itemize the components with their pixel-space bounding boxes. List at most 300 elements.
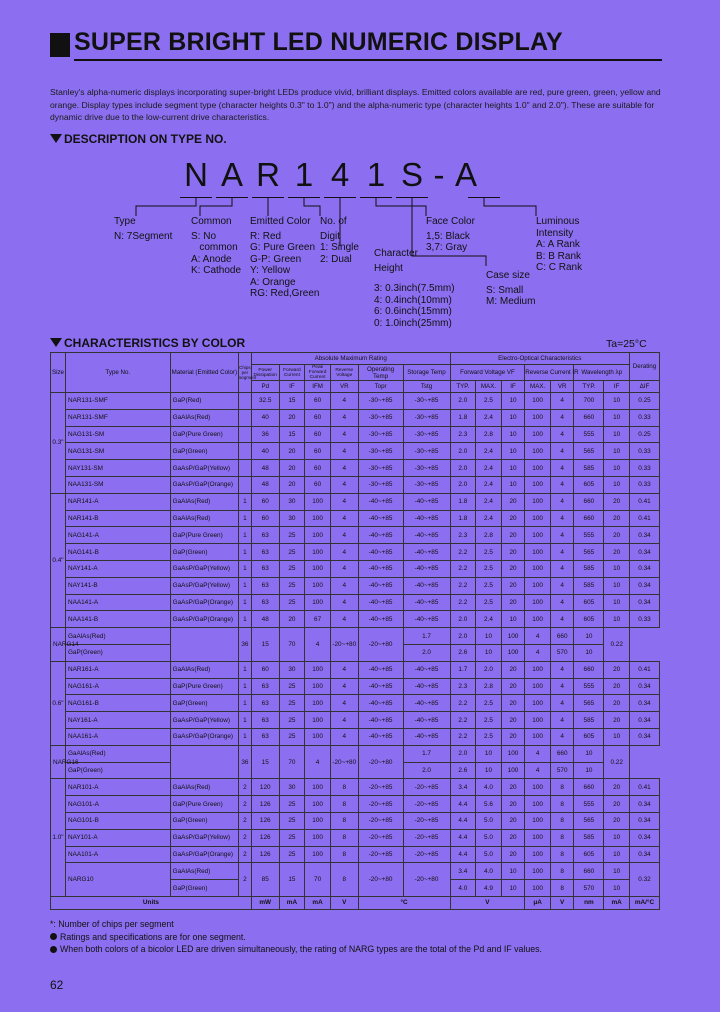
table-cell: 10	[476, 628, 502, 645]
table-cell: 20	[501, 560, 525, 577]
table-cell: 2.2	[450, 695, 476, 712]
table-cell: 660	[574, 779, 604, 796]
table-cell	[170, 745, 238, 779]
table-cell: -40~+85	[358, 712, 403, 729]
pn-char: A	[220, 156, 243, 193]
table-cell: 2.0	[450, 443, 476, 460]
table-cell: 4.4	[450, 812, 476, 829]
table-cell	[239, 409, 252, 426]
cell-material: GaAsP/GaP(Orange)	[170, 594, 238, 611]
label-case-size	[486, 270, 535, 308]
cell-type-no: NARG16	[51, 745, 66, 779]
label-digits	[320, 216, 359, 265]
th-vr2: VR	[550, 381, 574, 393]
table-cell: 100	[525, 510, 551, 527]
cell-material: GaAsP/GaP(Yellow)	[170, 577, 238, 594]
cell-material: GaP(Pure Green)	[170, 678, 238, 695]
units-cell: V	[330, 896, 358, 909]
cell-type-no: NAY161-A	[65, 712, 170, 729]
table-cell: 2.3	[450, 426, 476, 443]
table-cell: 0.22	[604, 745, 630, 779]
pn-char: 1	[294, 156, 314, 193]
table-cell: 60	[305, 476, 331, 493]
table-cell: 100	[525, 880, 551, 897]
table-cell: 2.4	[476, 443, 502, 460]
table-row	[51, 863, 660, 880]
table-cell: 2.2	[450, 712, 476, 729]
label-emitted-line: A: Orange	[250, 276, 296, 288]
table-cell: 1	[239, 728, 252, 745]
table-cell: 126	[251, 812, 279, 829]
cell-material: GaAsP/GaP(Orange)	[170, 728, 238, 745]
table-cell: 0.33	[629, 460, 659, 477]
table-row	[51, 544, 660, 561]
characteristics-table	[50, 352, 660, 910]
table-cell: 20	[279, 443, 305, 460]
table-cell: -40~+85	[403, 728, 450, 745]
th-size: Size	[51, 353, 66, 393]
table-cell: 100	[525, 544, 551, 561]
table-cell: 565	[574, 443, 604, 460]
table-cell: 63	[251, 695, 279, 712]
table-cell: 63	[251, 527, 279, 544]
table-cell: 570	[574, 880, 604, 897]
th-max: MAX.	[476, 381, 502, 393]
table-cell: 4	[550, 476, 574, 493]
table-cell: 15	[279, 393, 305, 410]
table-cell: 4	[330, 510, 358, 527]
table-cell: 1	[239, 678, 252, 695]
table-cell: 8	[550, 863, 574, 880]
table-cell: -40~+85	[403, 611, 450, 628]
table-cell: -40~+85	[403, 544, 450, 561]
cell-type-no: NAR161-A	[65, 661, 170, 678]
table-cell: -20~+80	[330, 628, 358, 662]
cell-material: GaP(Green)	[170, 695, 238, 712]
table-cell: 605	[574, 846, 604, 863]
table-cell: 100	[305, 661, 331, 678]
table-cell: 1	[239, 560, 252, 577]
th-topr: Topr	[358, 381, 403, 393]
table-cell: 0.32	[629, 863, 659, 897]
table-cell: 2.5	[476, 712, 502, 729]
table-cell: 1	[239, 577, 252, 594]
table-cell: 10	[501, 460, 525, 477]
table-cell: 20	[604, 493, 630, 510]
table-cell: 4	[550, 426, 574, 443]
table-cell: 0.41	[629, 779, 659, 796]
table-cell: 10	[604, 846, 630, 863]
cell-material: GaP(Red)	[170, 393, 238, 410]
table-cell: 2.4	[476, 409, 502, 426]
table-cell: 10	[604, 863, 630, 880]
table-cell: -40~+85	[403, 560, 450, 577]
table-cell: 100	[305, 560, 331, 577]
table-cell: 100	[305, 510, 331, 527]
label-height-line: 0: 1.0inch(25mm)	[374, 317, 452, 329]
table-cell: -40~+85	[403, 661, 450, 678]
cell-type-no: NARG14	[51, 628, 66, 662]
table-cell: 2.5	[476, 577, 502, 594]
table-cell: -40~+85	[403, 527, 450, 544]
table-cell: 10	[476, 644, 502, 661]
cell-type-no: NAG131-SM	[65, 426, 170, 443]
label-emitted-color	[250, 216, 319, 300]
th-peak: Peak Forward Current	[305, 365, 331, 381]
cell-type-no: NAR141-A	[65, 493, 170, 510]
cell-size: 0.6"	[51, 661, 66, 745]
table-cell: 4	[330, 560, 358, 577]
table-cell: 605	[574, 611, 604, 628]
table-cell: 4	[550, 560, 574, 577]
page-number: 62	[50, 978, 64, 992]
table-cell: 10	[501, 426, 525, 443]
table-cell: 100	[305, 527, 331, 544]
label-luminous-line: B: B Rank	[536, 250, 582, 262]
label-digits-line: 2: Dual	[320, 253, 352, 265]
characteristics-heading	[50, 336, 245, 350]
table-cell: 605	[574, 728, 604, 745]
table-cell: 2.5	[476, 695, 502, 712]
table-cell: 4	[550, 544, 574, 561]
cell-type-no: NAY131-SM	[65, 460, 170, 477]
table-cell: -40~+85	[358, 728, 403, 745]
cell-type-no: NAG141-B	[65, 544, 170, 561]
table-cell: 20	[604, 812, 630, 829]
th-pd: Pd	[251, 381, 279, 393]
table-cell: 20	[501, 779, 525, 796]
th-reverse-v: Reverse Voltage	[330, 365, 358, 381]
table-cell: 1.7	[403, 745, 450, 762]
table-cell: 1	[239, 510, 252, 527]
table-row	[51, 594, 660, 611]
table-cell: 25	[279, 728, 305, 745]
table-cell: 100	[501, 762, 525, 779]
table-row	[51, 846, 660, 863]
table-cell: 100	[305, 594, 331, 611]
cell-material: GaAlAs(Red)	[170, 863, 238, 880]
table-cell: 2.4	[476, 510, 502, 527]
label-height-line: 6: 0.6inch(15mm)	[374, 306, 452, 317]
table-cell: 100	[305, 678, 331, 695]
units-cell: mA	[279, 896, 305, 909]
table-cell: 63	[251, 560, 279, 577]
cell-material: GaP(Pure Green)	[170, 796, 238, 813]
table-cell: 8	[550, 829, 574, 846]
table-row	[51, 443, 660, 460]
table-cell: 8	[330, 796, 358, 813]
table-cell: 67	[305, 611, 331, 628]
table-cell: 70	[305, 863, 331, 897]
table-cell: 4	[330, 393, 358, 410]
table-cell: 25	[279, 544, 305, 561]
th-rev-current: Reverse Current IR	[525, 365, 574, 381]
table-cell: 100	[525, 812, 551, 829]
table-cell: 100	[525, 443, 551, 460]
table-cell: 20	[501, 493, 525, 510]
table-row	[51, 812, 660, 829]
cell-material: GaAlAs(Red)	[170, 510, 238, 527]
table-cell: 0.34	[629, 695, 659, 712]
table-cell: 2.0	[450, 628, 476, 645]
table-cell: 100	[525, 594, 551, 611]
table-cell: 0.25	[629, 393, 659, 410]
table-cell: -30~+85	[403, 426, 450, 443]
table-cell: 4	[550, 695, 574, 712]
cell-type-no: NAA141-A	[65, 594, 170, 611]
table-cell: 2.6	[450, 762, 476, 779]
table-cell: 10	[501, 393, 525, 410]
cell-material: GaAlAs(Red)	[170, 661, 238, 678]
pn-char: 4	[330, 156, 350, 193]
table-cell: 20	[501, 544, 525, 561]
cell-type-no: NAA161-A	[65, 728, 170, 745]
table-cell: 100	[525, 779, 551, 796]
table-cell: 126	[251, 796, 279, 813]
table-cell: 4	[330, 426, 358, 443]
table-cell: -20~+80	[358, 745, 403, 779]
table-cell: 2	[239, 863, 252, 897]
cell-material: GaP(Green)	[65, 762, 170, 779]
table-cell: 2.0	[403, 644, 450, 661]
table-cell: 100	[305, 812, 331, 829]
table-cell: 0.34	[629, 829, 659, 846]
label-common-line: A: Anode	[191, 253, 232, 265]
table-cell: 4	[550, 594, 574, 611]
table-cell: 48	[251, 476, 279, 493]
cell-size: 0.3"	[51, 393, 66, 494]
table-cell: 585	[574, 577, 604, 594]
label-case-line: S: Small	[486, 284, 524, 296]
table-cell: 2.5	[476, 393, 502, 410]
table-row	[51, 409, 660, 426]
table-cell: 10	[604, 880, 630, 897]
table-cell: 10	[604, 577, 630, 594]
table-row	[51, 476, 660, 493]
table-cell: 25	[279, 812, 305, 829]
table-cell: 40	[251, 409, 279, 426]
table-cell: 20	[604, 661, 630, 678]
table-row	[51, 712, 660, 729]
table-cell	[239, 426, 252, 443]
table-row	[51, 611, 660, 628]
table-body	[51, 393, 660, 910]
th-vr: VR	[330, 381, 358, 393]
table-cell: 4	[330, 712, 358, 729]
cell-type-no: NAY101-A	[65, 829, 170, 846]
cell-material: GaP(Pure Green)	[170, 527, 238, 544]
table-cell: 4	[525, 628, 551, 645]
table-cell: 4	[525, 644, 551, 661]
table-cell: 36	[251, 426, 279, 443]
table-cell: 0.41	[629, 510, 659, 527]
table-cell: -20~+85	[403, 829, 450, 846]
table-cell: 4	[330, 476, 358, 493]
table-cell: 100	[305, 544, 331, 561]
table-cell: 4	[550, 661, 574, 678]
table-cell: 4	[330, 577, 358, 594]
cell-material: GaAsP/GaP(Yellow)	[170, 460, 238, 477]
cell-material: GaAsP/GaP(Yellow)	[170, 829, 238, 846]
label-emitted-line: R: Red	[250, 230, 282, 242]
table-cell: 8	[550, 779, 574, 796]
label-type-line: N: 7Segment	[114, 230, 173, 242]
table-cell: 2	[239, 812, 252, 829]
cell-type-no: NAR131-SMF	[65, 393, 170, 410]
part-number	[178, 156, 484, 194]
table-cell: 10	[604, 560, 630, 577]
table-cell: 3.4	[450, 863, 476, 880]
table-cell: -20~+85	[403, 846, 450, 863]
triangle-down-icon	[50, 134, 62, 143]
th-chips: Chips per segment	[239, 353, 252, 393]
table-cell: 4	[550, 409, 574, 426]
table-cell: 100	[525, 460, 551, 477]
table-cell: -30~+85	[403, 409, 450, 426]
th-electro: Electro-Optical Characteristics	[450, 353, 629, 365]
table-row	[51, 661, 660, 678]
table-cell	[239, 393, 252, 410]
table-cell: 60	[251, 493, 279, 510]
table-cell: 100	[305, 829, 331, 846]
table-cell: -20~+85	[403, 779, 450, 796]
cell-type-no: NARG10	[65, 863, 170, 897]
table-cell: 25	[279, 560, 305, 577]
pn-char: A	[454, 156, 477, 193]
label-face-line: 1,5: Black	[426, 230, 470, 242]
table-cell: 2.0	[450, 611, 476, 628]
table-cell	[239, 476, 252, 493]
table-cell: 8	[330, 863, 358, 897]
description-heading	[50, 132, 227, 146]
table-cell: 1.8	[450, 510, 476, 527]
th-forward: Forward Current	[279, 365, 305, 381]
table-cell: 2.2	[450, 594, 476, 611]
table-row	[51, 460, 660, 477]
table-cell: 10	[574, 745, 604, 762]
table-cell: 63	[251, 577, 279, 594]
table-row	[51, 728, 660, 745]
label-luminous-line: Intensity	[536, 227, 574, 239]
table-cell: -20~+80	[330, 745, 358, 779]
table-cell: 8	[550, 796, 574, 813]
table-cell: 1.8	[450, 409, 476, 426]
table-cell: 126	[251, 846, 279, 863]
table-cell: 10	[501, 443, 525, 460]
table-row	[51, 678, 660, 695]
table-cell: 100	[305, 796, 331, 813]
table-cell: 1.8	[450, 493, 476, 510]
cell-material: GaAlAs(Red)	[170, 409, 238, 426]
table-cell: -20~+85	[358, 779, 403, 796]
table-cell: 60	[305, 393, 331, 410]
table-cell: 10	[604, 460, 630, 477]
table-cell: 15	[279, 426, 305, 443]
table-cell: 4	[330, 594, 358, 611]
cell-material: GaAsP/GaP(Yellow)	[170, 560, 238, 577]
cell-material: GaAlAs(Red)	[65, 745, 170, 762]
table-row	[51, 510, 660, 527]
table-cell: 2	[239, 796, 252, 813]
table-cell: 100	[525, 409, 551, 426]
table-row	[51, 527, 660, 544]
table-cell: 25	[279, 594, 305, 611]
table-cell: 20	[604, 712, 630, 729]
table-cell: 2.5	[476, 594, 502, 611]
table-cell: 60	[305, 460, 331, 477]
table-cell: -30~+85	[358, 393, 403, 410]
table-cell: 0.34	[629, 577, 659, 594]
table-cell: 100	[525, 661, 551, 678]
table-cell: 20	[501, 594, 525, 611]
table-cell: 100	[525, 829, 551, 846]
table-cell: -40~+85	[403, 678, 450, 695]
table-cell: 15	[279, 863, 305, 897]
table-cell: 10	[574, 628, 604, 645]
table-cell: 660	[574, 493, 604, 510]
table-cell: 25	[279, 527, 305, 544]
table-cell: 1	[239, 661, 252, 678]
table-cell: 10	[501, 880, 525, 897]
table-cell: -40~+85	[358, 661, 403, 678]
cell-material: GaAsP/GaP(Orange)	[170, 611, 238, 628]
table-cell: 20	[604, 695, 630, 712]
table-cell: -20~+85	[358, 812, 403, 829]
table-cell: 20	[279, 409, 305, 426]
table-cell: 10	[476, 762, 502, 779]
table-cell: 20	[501, 527, 525, 544]
cell-size: 1.0"	[51, 779, 66, 897]
label-common-line: common	[191, 242, 238, 253]
table-cell: 100	[525, 846, 551, 863]
table-cell: 4.0	[476, 863, 502, 880]
table-cell: 8	[330, 812, 358, 829]
units-cell: mA/°C	[629, 896, 659, 909]
label-height-line: 4: 0.4inch(10mm)	[374, 294, 452, 306]
table-cell: 8	[550, 880, 574, 897]
table-cell: 20	[501, 812, 525, 829]
table-cell: 4	[305, 745, 331, 779]
label-digits-line: 1: Single	[320, 242, 359, 253]
table-cell: 100	[501, 644, 525, 661]
table-cell: 1.7	[403, 628, 450, 645]
table-cell	[239, 460, 252, 477]
table-cell: -30~+85	[358, 409, 403, 426]
table-cell: -30~+85	[403, 460, 450, 477]
table-row	[51, 829, 660, 846]
table-cell: 585	[574, 829, 604, 846]
table-cell: 0.34	[629, 544, 659, 561]
table-cell: 25	[279, 796, 305, 813]
table-cell: 2.0	[450, 460, 476, 477]
table-cell: 30	[279, 493, 305, 510]
table-row	[51, 779, 660, 796]
table-cell: 100	[525, 493, 551, 510]
table-cell: 40	[251, 443, 279, 460]
table-cell: 20	[604, 544, 630, 561]
table-cell: -40~+85	[403, 577, 450, 594]
table-cell: -20~+80	[358, 628, 403, 662]
cell-type-no: NAY141-A	[65, 560, 170, 577]
table-cell: 555	[574, 527, 604, 544]
table-cell: 48	[251, 460, 279, 477]
th-material: Material (Emitted Color)	[170, 353, 238, 393]
pn-char: 1	[366, 156, 386, 193]
pn-char: -	[433, 156, 445, 193]
triangle-down-icon	[50, 338, 62, 347]
table-cell: 2.2	[450, 560, 476, 577]
table-cell: 20	[501, 846, 525, 863]
